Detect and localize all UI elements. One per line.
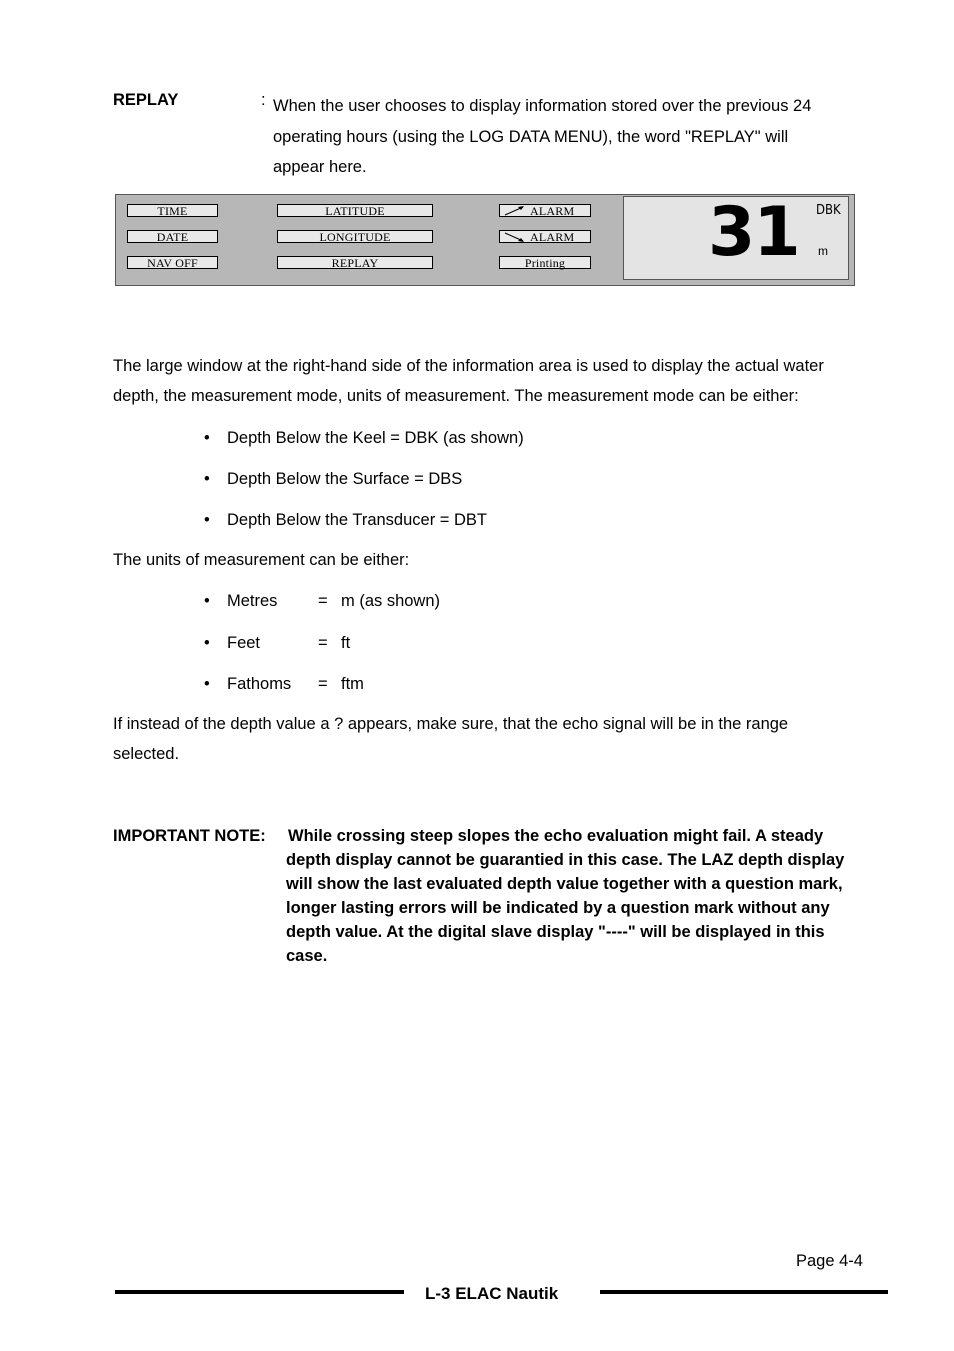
time-button[interactable]: TIME [127, 204, 218, 217]
replay-indicator[interactable]: REPLAY [277, 256, 433, 269]
note-line: While crossing steep slopes the echo evaluation might fail. A steady [288, 827, 824, 845]
note-line: depth value. At the digital slave display "----" will be displayed in this [286, 923, 825, 941]
date-button[interactable]: DATE [127, 230, 218, 243]
alarm-lower-label: ALARM [530, 230, 575, 244]
nav-off-button[interactable]: NAV OFF [127, 256, 218, 269]
bullet-icon: • [204, 511, 210, 529]
longitude-button[interactable]: LONGITUDE [277, 230, 433, 243]
depth-mode: DBK [816, 203, 841, 218]
replay-definition-line: appear here. [273, 158, 367, 176]
bullet-icon: • [204, 634, 210, 652]
paragraph-line: If instead of the depth value a ? appears, make sure, that the echo signal will be in the range [113, 715, 789, 733]
note-line: depth display cannot be guarantied in this case. The LAZ depth display [286, 851, 845, 869]
alarm-upper-button[interactable] [499, 204, 591, 217]
latitude-button[interactable]: LATITUDE [277, 204, 433, 217]
alarm-lower-button[interactable] [499, 230, 591, 243]
units-intro: The units of measurement can be either: [113, 551, 410, 569]
information-panel [115, 194, 855, 286]
depth-unit: m [818, 244, 828, 258]
note-line: will show the last evaluated depth value together with a question mark, [286, 875, 843, 893]
falling-arrow-icon [503, 231, 527, 243]
bullet-icon: • [204, 470, 210, 488]
replay-term: REPLAY [113, 91, 179, 109]
paragraph-line: The large window at the right-hand side of the information area is used to display the actual water [113, 357, 824, 375]
page-number: Page 4-4 [796, 1252, 863, 1270]
replay-definition [273, 91, 873, 183]
footer-company: L-3 ELAC Nautik [425, 1284, 559, 1303]
note-line: case. [286, 947, 328, 965]
bullet-icon: • [204, 592, 210, 610]
paragraph-depth-window [113, 351, 883, 411]
important-note-label: IMPORTANT NOTE: [113, 827, 266, 845]
replay-colon: : [261, 91, 266, 109]
depth-display [623, 193, 849, 280]
replay-definition-line: When the user chooses to display information stored over the previous 24 [273, 97, 812, 115]
footer-rule-right [600, 1290, 888, 1294]
alarm-upper-label: ALARM [530, 204, 575, 218]
replay-definition-line: operating hours (using the LOG DATA MENU), the word "REPLAY" will [273, 127, 789, 146]
rising-arrow-icon [503, 205, 527, 217]
printing-indicator[interactable]: Printing [499, 256, 591, 269]
paragraph-question-mark [113, 709, 883, 769]
paragraph-line: depth, the measurement mode, units of measurement. The measurement mode can be either: [113, 387, 799, 405]
bullet-icon: • [204, 675, 210, 693]
paragraph-line: selected. [113, 745, 180, 763]
depth-value: 31 [708, 193, 799, 272]
bullet-icon: • [204, 429, 210, 447]
note-line: longer lasting errors will be indicated by a question mark without any [286, 899, 830, 917]
footer-rule-left [115, 1290, 404, 1294]
